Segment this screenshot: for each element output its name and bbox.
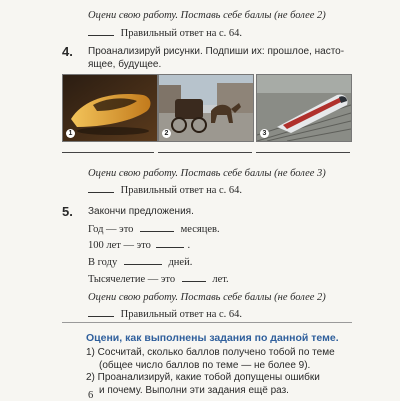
self-check-text: Оцени свою работу. Поставь себе баллы (не более 2) (88, 292, 326, 303)
task4-instruction-line2: ящее, будущее. (88, 59, 162, 70)
answer-line-2[interactable] (158, 152, 252, 153)
evaluation-item-2-line1: 2) Проанализируй, какие тобой допущены ошибки (86, 372, 320, 383)
task5-instruction: Закончи предложения. (88, 206, 194, 217)
photo-badge: 2 (162, 129, 171, 138)
task4-number: 4. (62, 44, 73, 59)
sentence-end: дней. (168, 257, 193, 268)
score-blank[interactable] (88, 35, 114, 36)
fill-blank[interactable] (182, 281, 206, 282)
fill-blank[interactable] (140, 231, 174, 232)
sentence-3 (88, 257, 192, 269)
evaluation-list (86, 347, 335, 397)
self-check-text: Оцени свою работу. Поставь себе баллы (не более 2) (88, 10, 326, 21)
task5-number: 5. (62, 204, 73, 219)
answer-line-3[interactable] (256, 152, 350, 153)
answer-line-1[interactable] (62, 152, 154, 153)
evaluation-item-1-line2: (общее число баллов по теме — не более 9). (99, 359, 311, 371)
top-self-check-line1 (88, 10, 326, 22)
top-self-check-line2 (88, 28, 242, 40)
photo-badge: 1 (66, 129, 75, 138)
sentence-2 (88, 240, 190, 252)
evaluation-item-2-line2: и почему. Выполни эти задания ещё раз. (99, 384, 289, 396)
task5-self-check-line1 (88, 292, 326, 304)
page-number: 6 (88, 390, 94, 401)
sentence-end: . (187, 240, 191, 251)
sentence-start: В году (88, 257, 118, 268)
task4-self-check-line1 (88, 168, 326, 180)
futuristic-car-icon (63, 75, 157, 141)
sentence-start: 100 лет — это (88, 240, 151, 251)
self-check-text: Оцени свою работу. Поставь себе баллы (не более 3) (88, 168, 326, 179)
answer-ref: Правильный ответ на с. 64. (120, 28, 243, 39)
sentence-1 (88, 224, 220, 236)
photo-carriage (158, 74, 254, 142)
task5-self-check-line2 (88, 309, 242, 321)
sentence-end: месяцев. (180, 224, 220, 235)
answer-ref: Правильный ответ на с. 64. (120, 185, 243, 196)
evaluation-item-1-line1: 1) Сосчитай, сколько баллов получено тобой по теме (86, 347, 335, 358)
score-blank[interactable] (88, 316, 114, 317)
score-blank[interactable] (88, 192, 114, 193)
task4-instruction-line1: Проанализируй рисунки. Подпиши их: прошлое, насто- (88, 46, 345, 57)
horse-carriage-icon (159, 75, 253, 141)
fill-blank[interactable] (156, 247, 184, 248)
answer-ref: Правильный ответ на с. 64. (120, 309, 243, 320)
task4-self-check-line2 (88, 185, 242, 197)
sentence-end: лет. (212, 274, 229, 285)
section-divider (62, 322, 352, 323)
sentence-start: Год — это (88, 224, 134, 235)
sentence-start: Тысячелетие — это (88, 274, 176, 285)
photo-future-car (62, 74, 158, 142)
photo-badge: 3 (260, 129, 269, 138)
high-speed-train-icon (257, 75, 351, 141)
evaluation-title: Оцени, как выполнены задания по данной теме. (86, 332, 339, 344)
fill-blank[interactable] (124, 264, 162, 265)
sentence-4 (88, 274, 229, 286)
photo-train (256, 74, 352, 142)
